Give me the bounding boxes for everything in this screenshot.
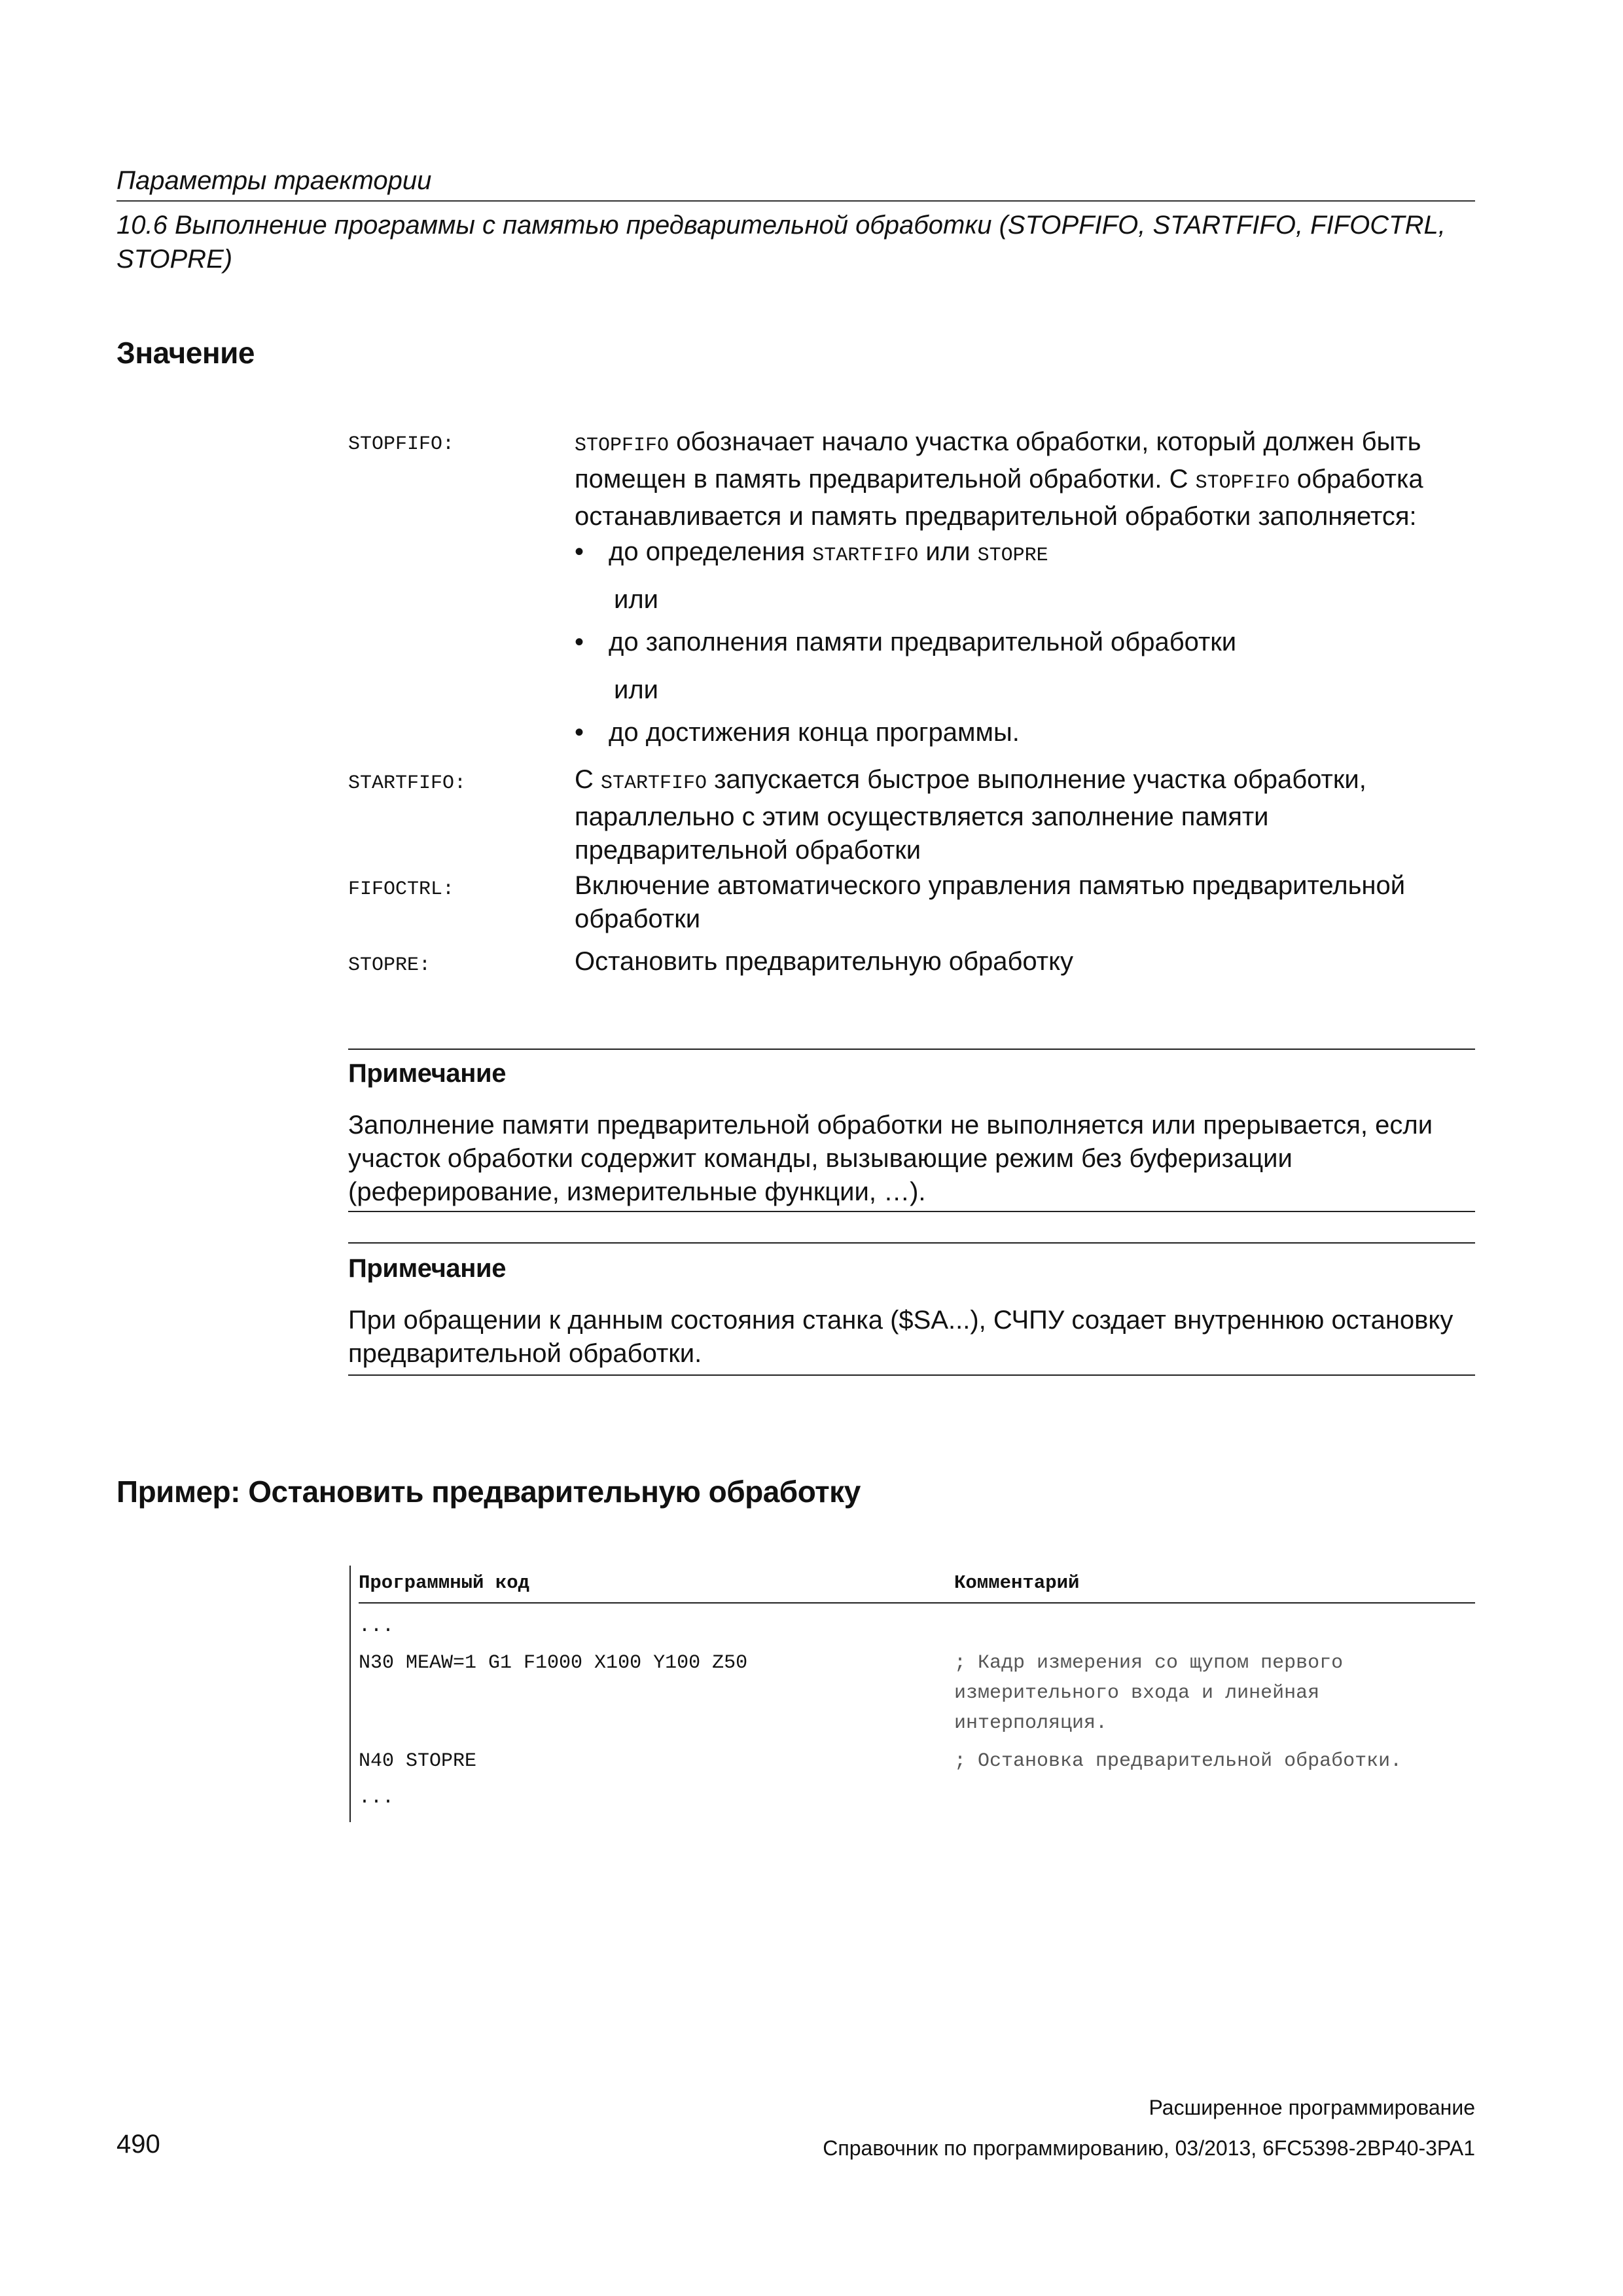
note-rule-bottom — [348, 1211, 1475, 1212]
term-startfifo: STARTFIFO: — [348, 772, 467, 795]
term-fifoctrl: FIFOCTRL: — [348, 878, 455, 901]
code-line: N30 MEAW=1 G1 F1000 X100 Y100 Z50 — [359, 1652, 748, 1674]
desc-stopre: Остановить предварительную обработку — [575, 947, 1074, 976]
note-body: При обращении к данным состояния станка ($SA...), СЧПУ создает внутреннюю остановку предварительной обработки. — [348, 1306, 1454, 1368]
bullet-1-code-startfifo: STARTFIFO — [812, 545, 919, 567]
code-stopfifo: STOPFIFO — [575, 435, 669, 457]
bullet-1-text: до определения — [609, 537, 813, 566]
code-line: ... — [359, 1615, 395, 1638]
term-stopre: STOPRE: — [348, 954, 431, 977]
code-line: N40 STOPRE — [359, 1750, 477, 1772]
running-header-section: 10.6 Выполнение программы с памятью предварительной обработки (STOPFIFO, STARTFIFO, FIFOCTRL, STOPRE) — [116, 211, 1446, 274]
note-rule-bottom — [348, 1374, 1475, 1376]
desc-stopfifo-text2: обработка останавливается и память предварительной обработки заполняется: — [575, 465, 1423, 531]
desc-fifoctrl: Включение автоматического управления памятью предварительной обработки — [575, 871, 1406, 933]
code-stopfifo-2: STOPFIFO — [1195, 472, 1290, 494]
desc-startfifo — [575, 763, 1475, 867]
bullet-1-or: или — [918, 537, 978, 566]
desc-stopfifo-text1: обозначает начало участка обработки, который должен быть помещен в память предварительной обработки. С — [575, 427, 1421, 493]
bullet-icon: • — [575, 718, 584, 747]
note-rule-top — [348, 1049, 1475, 1050]
or-text-2: или — [614, 675, 659, 704]
footer-reference: Справочник по программированию, 03/2013, 6FC5398-2BP40-3PA1 — [823, 2136, 1475, 2160]
note-title: Примечание — [348, 1059, 507, 1088]
running-header-chapter: Параметры траектории — [116, 166, 432, 195]
bullet-3-text: до достижения конца программы. — [609, 718, 1020, 747]
bullet-1-code-stopre: STOPRE — [977, 545, 1048, 567]
note-rule-top — [348, 1242, 1475, 1244]
desc-startfifo-text-a: С — [575, 765, 601, 794]
note-body: Заполнение памяти предварительной обработки не выполняется или прерывается, если участок обработки содержит команды, вызывающие режим без буферизации (реферирование, измерительные функции, …). — [348, 1111, 1433, 1206]
code-comment: ; Остановка предварительной обработки. — [954, 1750, 1402, 1772]
or-text-1: или — [614, 585, 659, 614]
code-line: ... — [359, 1787, 395, 1809]
code-startfifo: STARTFIFO — [601, 772, 707, 795]
code-table-left-border — [349, 1566, 351, 1822]
code-comment: ; Кадр измерения со щупом первого измерительного входа и линейная интерполяция. — [954, 1652, 1344, 1734]
note-title: Примечание — [348, 1254, 507, 1283]
term-stopfifo: STOPFIFO: — [348, 433, 455, 456]
column-header-code: Программный код — [359, 1572, 530, 1594]
footer-title: Расширенное программирование — [1149, 2096, 1475, 2119]
example-heading: Пример: Остановить предварительную обработку — [116, 1475, 861, 1509]
bullet-2-text: до заполнения памяти предварительной обработки — [609, 628, 1237, 656]
bullet-icon: • — [575, 628, 584, 656]
page-number: 490 — [116, 2130, 160, 2159]
desc-startfifo-text-b: запускается быстрое выполнение участка обработки, параллельно с этим осуществляется заполнение памяти предварительной обработки — [575, 765, 1366, 865]
desc-stopfifo — [575, 425, 1475, 533]
header-rule — [116, 200, 1475, 202]
column-header-comment: Комментарий — [954, 1572, 1080, 1594]
meaning-heading: Значение — [116, 336, 255, 370]
code-table-header-rule — [359, 1602, 1475, 1604]
bullet-icon: • — [575, 537, 584, 566]
